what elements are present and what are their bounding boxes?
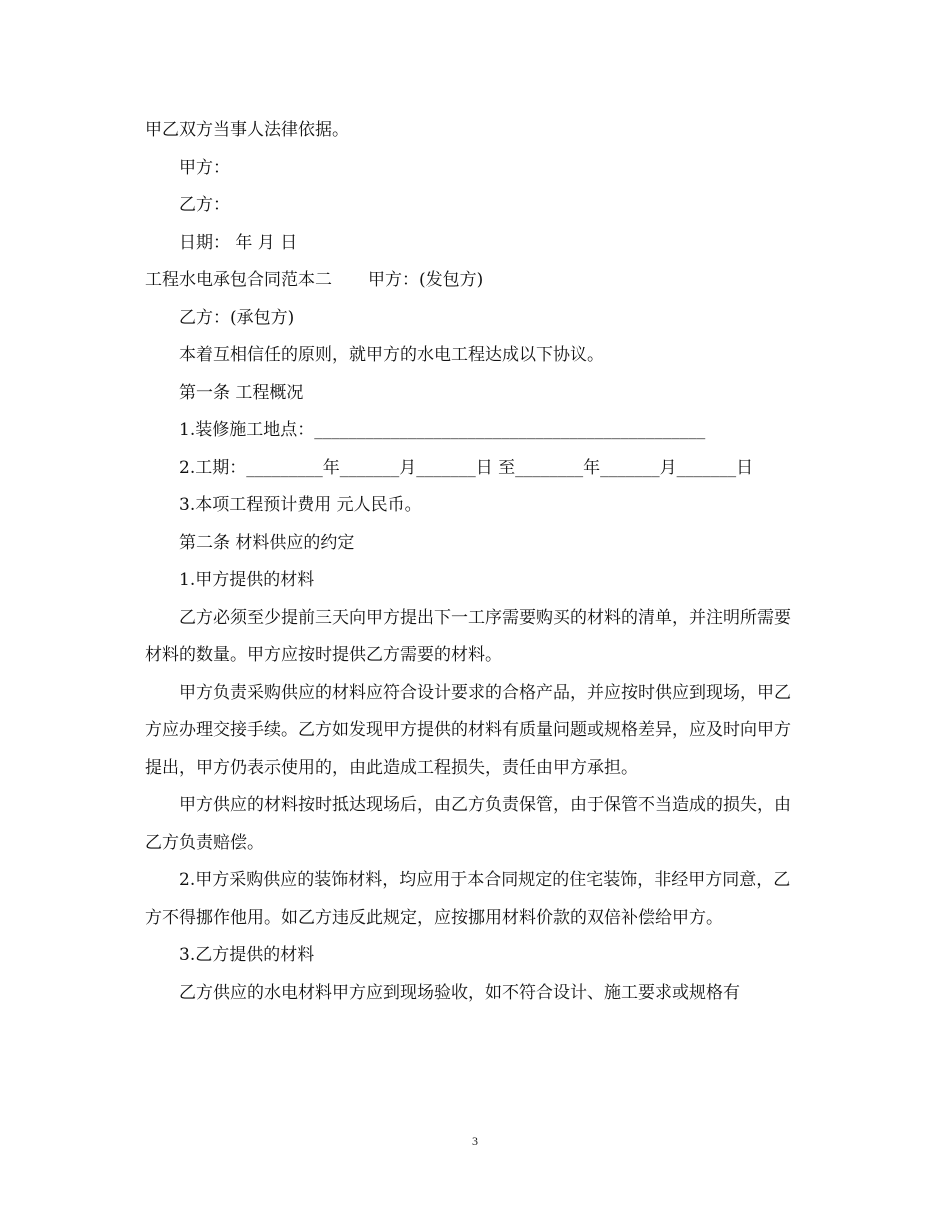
contract-heading-line (145, 262, 795, 300)
contract-title: 工程水电承包合同范本二 (145, 270, 332, 290)
paragraph-material-inspection: 乙方供应的水电材料甲方应到现场验收，如不符合设计、施工要求或规格有 (179, 982, 740, 1003)
document-body (145, 112, 795, 1012)
line-date: 日期： 年 月 日 (179, 232, 298, 253)
paragraph-material-quality: 甲方负责采购供应的材料应符合设计要求的合格产品，并应按时供应到现场，甲乙方应办理交接手续。乙方如发现甲方提供的材料有质量问题或规格差异，应及时向甲方提出，甲方仍表示使用的，由此造成工程损失，责任由甲方承担。 (145, 682, 791, 778)
article-1-heading: 第一条 工程概况 (179, 382, 304, 403)
page-number: 3 (472, 1134, 478, 1148)
paragraph-estimated-cost: 3.本项工程预计费用 元人民币。 (179, 495, 422, 515)
paragraph-materials-list: 乙方必须至少提前三天向甲方提出下一工序需要购买的材料的清单，并注明所需要 材料的数量。甲方应按时提供乙方需要的材料。 (145, 607, 791, 665)
line-party-b-signature: 乙方： (179, 195, 230, 215)
paragraph-party-b: 乙方：(承包方) (179, 307, 295, 328)
paragraph-site-location: 1.装修施工地点：______________________________________________ (179, 420, 706, 440)
article-2-heading: 第二条 材料供应的约定 (179, 532, 355, 553)
paragraph-intro: 本着互相信任的原则，就甲方的水电工程达成以下协议。 (179, 345, 604, 365)
paragraph-material-usage: 2.甲方采购供应的装饰材料，均应用于本合同规定的住宅装饰，非经甲方同意，乙方不得挪作他用。如乙方违反此规定，应按挪用材料价款的双倍补偿给甲方。 (145, 870, 791, 928)
line-legal-basis: 甲乙双方当事人法律依据。 (145, 120, 349, 140)
paragraph-duration: 2.工期：_________年_______月_______日 至________年_______月_______日 (179, 457, 754, 478)
party-a-contractor-label: 甲方：(发包方) (368, 270, 484, 290)
line-party-a-signature: 甲方： (179, 157, 230, 178)
paragraph-material-storage: 甲方供应的材料按时抵达现场后，由乙方负责保管，由于保管不当造成的损失，由乙方负责赔偿。 (145, 795, 791, 853)
paragraph-party-b-materials: 3.乙方提供的材料 (179, 945, 315, 965)
paragraph-party-a-materials: 1.甲方提供的材料 (179, 570, 315, 590)
